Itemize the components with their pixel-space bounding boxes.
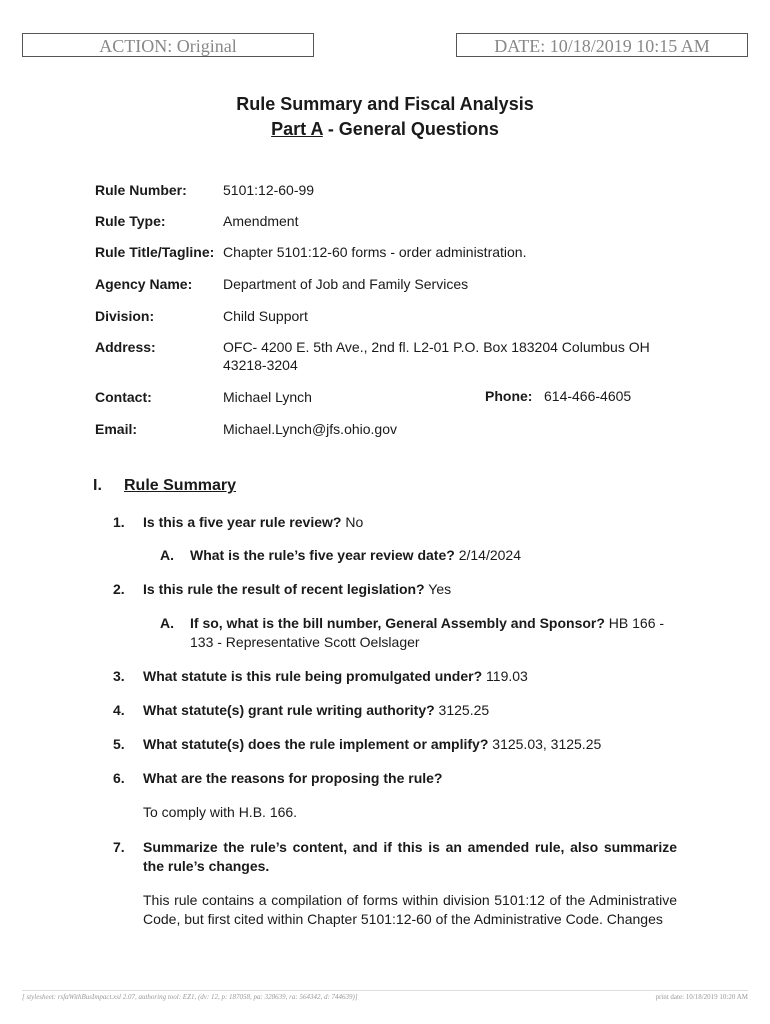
action-box [22,33,314,57]
footer-divider [22,990,748,991]
question-number: A. [160,547,174,563]
phone-value: 614-466-4605 [544,388,632,404]
question-text: What statute(s) grant rule writing authority? [143,702,435,718]
field-label: Rule Title/Tagline: [95,244,215,260]
question-text: Is this rule the result of recent legislation? [143,581,425,597]
footer-stylesheet-info: [ stylesheet: rsfaWithBusImpact.xsl 2.07, authoring tool: EZ1, (dv: 12, p: 187058, pa: 328639, ra: 564342, d: 744639)] [22,993,358,1001]
answer-text: 119.03 [482,668,528,684]
question-number: A. [160,615,174,631]
answer-text: 3125.25 [434,702,490,718]
field-label: Rule Type: [95,213,166,229]
field-value: Department of Job and Family Services [223,276,469,292]
answer-text: No [341,514,364,530]
section-title: Rule Summary [124,477,237,494]
document-subtitle [0,119,770,140]
field-label: Contact: [95,389,152,405]
question-number: 3. [113,668,125,684]
answer-text: Yes [424,581,452,597]
question-text: What statute(s) does the rule implement or amplify? [143,736,489,752]
footer-print-date: print date: 10/18/2019 10:20 AM [655,993,748,1001]
question-number: 5. [113,736,125,752]
field-value: Child Support [223,308,308,324]
question-number: 4. [113,702,125,718]
answer-text: 3125.03, 3125.25 [488,736,602,752]
question-text: What is the rule’s five year review date? [190,547,455,563]
question-number: 7. [113,839,125,855]
phone-label: Phone: [485,388,533,404]
question-text: Summarize the rule’s content, and if this is an amended rule, also summarize the rule’s changes. [143,839,677,874]
field-label: Address: [95,339,156,355]
answer-7: This rule contains a compilation of forms within division 5101:12 of the Administrative Code, but first cited within Chapter 5101:12-60 of the Administrative Code. Changes [143,892,677,927]
question-text: What statute is this rule being promulgated under? [143,668,483,684]
subtitle-rest: - General Questions [322,119,499,139]
part-label: Part A [271,119,323,139]
answer-text: 2/14/2024 [454,547,521,563]
question-number: 1. [113,514,125,530]
field-label: Rule Number: [95,182,187,198]
field-label: Agency Name: [95,276,193,292]
question-text: Is this a five year rule review? [143,514,342,530]
date-text: DATE: 10/18/2019 10:15 AM [494,36,710,56]
question-number: 2. [113,581,125,597]
field-value: 5101:12-60-99 [223,182,315,198]
answer-text: HB 166 - 133 - Representative Scott Oelslager [190,615,665,650]
section-number: I. [93,477,102,494]
question-number: 6. [113,770,125,786]
field-label: Email: [95,421,138,437]
document-title: Rule Summary and Fiscal Analysis [236,94,534,114]
question-text: If so, what is the bill number, General Assembly and Sponsor? [190,615,605,631]
email-link: Michael.Lynch@jfs.ohio.gov [223,421,398,437]
field-value: Chapter 5101:12-60 forms - order administration. [223,244,527,260]
answer-6: To comply with H.B. 166. [143,804,298,820]
field-value: Michael Lynch [223,389,312,405]
date-box [456,33,748,57]
field-value: OFC- 4200 E. 5th Ave., 2nd fl. L2-01 P.O. Box 183204 Columbus OH 43218-3204 [223,339,650,373]
question-text: What are the reasons for proposing the rule? [143,770,443,786]
field-value: Amendment [223,213,299,229]
field-label: Division: [95,308,155,324]
action-text: ACTION: Original [99,36,237,56]
